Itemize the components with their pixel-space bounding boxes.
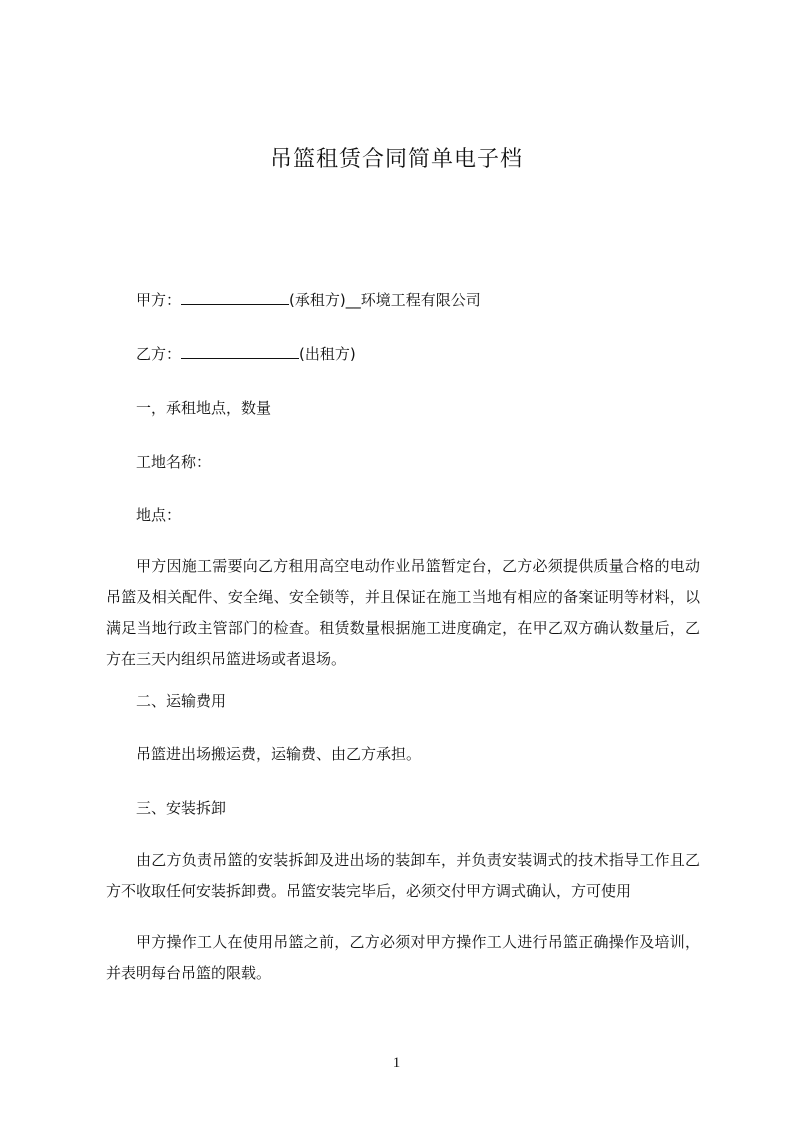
party-a-line bbox=[136, 289, 481, 311]
paragraph-rental-terms: 甲方因施工需要向乙方租用高空电动作业吊篮暂定台，乙方必须提供质量合格的电动吊篮及相关配件、安全绳、安全锁等，并且保证在施工当地有相应的备案证明等材料，以满足当地行政主管部门的检查。租赁数量根据施工进度确定，在甲乙双方确认数量后，乙方在三天内组织吊篮进场或者退场。 bbox=[106, 557, 700, 668]
section-2-heading: 二、运输费用 bbox=[136, 692, 227, 710]
party-a-company: 环境工程有限公司 bbox=[360, 291, 481, 309]
party-a-name-blank bbox=[181, 290, 289, 305]
party-a-label: 甲方： bbox=[136, 291, 182, 309]
document-title: 吊篮租赁合同简单电子档 bbox=[269, 147, 523, 172]
section-3-heading: 三、安装拆卸 bbox=[136, 799, 227, 817]
party-b-line bbox=[136, 343, 356, 365]
party-b-role: (出租方) bbox=[299, 345, 356, 363]
section-1-heading: 一，承租地点，数量 bbox=[136, 399, 272, 417]
paragraph-transport-fees: 吊篮进出场搬运费，运输费、由乙方承担。 bbox=[136, 745, 422, 763]
paragraph-installation: 由乙方负责吊篮的安装拆卸及进出场的装卸车，并负责安装调式的技术指导工作且乙方不收取任何安装拆卸费。吊篮安装完毕后，必须交付甲方调式确认，方可使用 bbox=[106, 851, 700, 900]
party-a-company-blank: __ bbox=[345, 291, 361, 309]
location-label: 地点： bbox=[136, 506, 182, 524]
party-a-role: (承租方) bbox=[289, 291, 346, 309]
party-b-label: 乙方： bbox=[136, 345, 182, 363]
page-number: 1 bbox=[392, 1055, 401, 1071]
party-b-name-blank bbox=[181, 344, 299, 359]
paragraph-operator-training: 甲方操作工人在使用吊篮之前，乙方必须对甲方操作工人进行吊篮正确操作及培训，并表明每台吊篮的限载。 bbox=[106, 933, 700, 982]
site-name-label: 工地名称： bbox=[136, 453, 212, 471]
